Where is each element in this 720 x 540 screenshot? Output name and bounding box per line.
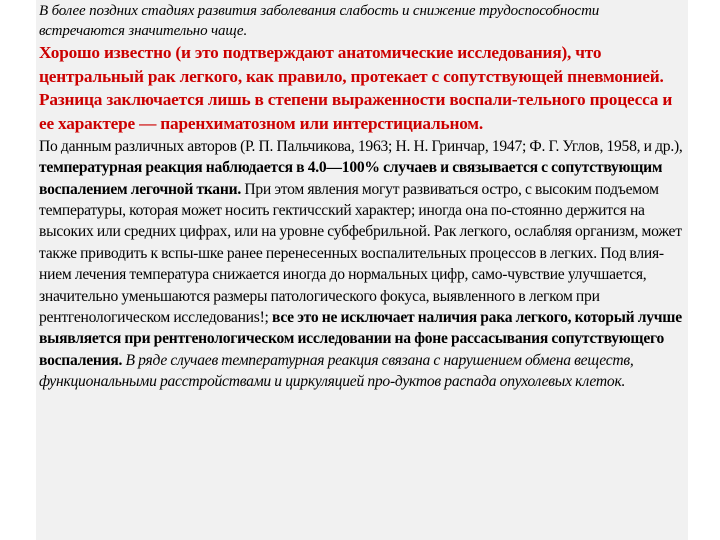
body-paragraph [39, 136, 685, 393]
body-citation-text: По данным различных авторов (Р. П. Пальчикова, 1963; Н. Н. Гринчар, 1947; Ф. Г. Углов, 1958, и др.), [39, 137, 683, 155]
highlighted-paragraph: Хорошо известно (и это подтверждают анатомические исследования), что центральный рак легкого, как правило, протекает с сопутствующей пневмонией. Разница заключается лишь в степени выраженности воспали-тельного процесса и ее характере — паренхиматозном или интерстициальном. [39, 43, 673, 134]
body-italic-conclusion: В ряде случаев температурная реакция связана с нарушением обмена веществ, функциональными расстройствами и циркуляцией про-дуктов распада опухолевых клеток. [39, 351, 634, 391]
intro-paragraph: В более поздних стадиях развития заболевания слабость и снижение трудоспособности встречаются значительно чаще. [39, 3, 600, 39]
body-temperature-statement: температурная реакция наблюдается в 4.0—100% случаев и связывается с сопутствующим воспалением легочной ткани. [39, 159, 663, 198]
slide-panel [36, 0, 688, 540]
body-cancer-statement: все это не исключает наличия рака легкого, который лучше выявляется при рентгенологическом исследовании на фоне рассасывания сопутствующего воспаления. [39, 309, 682, 369]
body-description-text: При этом явления могут развиваться остро, с высоким подъемом температуры, которая может носить гектичсский характер; иногда она по-стоянно держится на высоких или средних цифрах, или на уровне субфебрильной. Рак легкого, ослабляя организм, может также приводить к вспы-шке ранее перенесенных воспалительных процессов в легких. Под влия-нием лечения температура снижается иногда до нормальных цифр, само-чувствие улучшается, значительно уменьшаются размеры патологического фокуса, выявленного в легком при рентгенологическом исследованиѕ!; [39, 180, 682, 327]
